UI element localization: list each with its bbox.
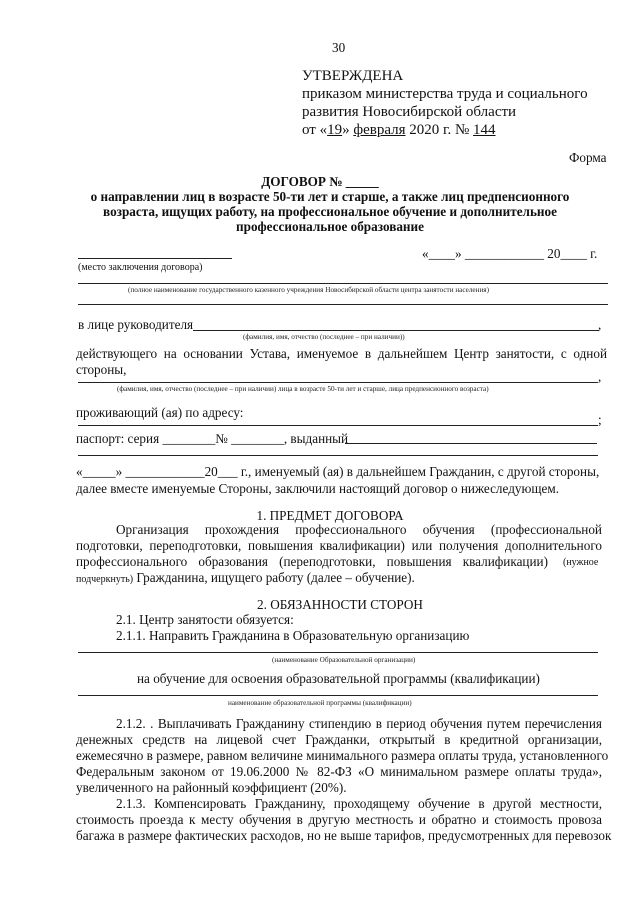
together-line: далее вместе именуемые Стороны, заключили настоящий договор о нижеследующем.: [76, 481, 559, 496]
section-2-heading: 2. ОБЯЗАННОСТИ СТОРОН: [257, 597, 423, 612]
clause-2-1-2-line-2: денежных средств на лицевой счет Гражданки, открытый в кредитной организации,: [76, 732, 602, 747]
center-name-line-2: [78, 304, 608, 305]
clause-2-1-3-line-2: стоимость проезда к месту обучения в другую местность и обратно и стоимость провоза: [76, 812, 602, 827]
clause-2-1: 2.1. Центр занятости обязуется:: [116, 612, 294, 627]
passport-issued-line-2: [78, 455, 598, 456]
head-caption: (фамилия, имя, отчество (последнее – при наличии)): [243, 333, 405, 341]
clause-2-1-3-line-3: багажа в размере фактических расходов, но не выше тарифов, предусмотренных для перевозок: [76, 828, 612, 843]
program-line: [78, 695, 598, 696]
passport-label: паспорт: серия ________№ ________, выданный: [76, 431, 349, 446]
section-1-line-4: подчеркнуть) Гражданина, ищущего работу (далее – обучение).: [76, 570, 415, 585]
issue-date-line: «_____» ____________20___ г., именуемый (ая) в дальнейшем Гражданин, с другой стороны,: [76, 464, 600, 479]
approval-line-2: развития Новосибирской области: [302, 104, 517, 120]
address-label: проживающий (ая) по адресу:: [76, 405, 244, 420]
form-label: Форма: [569, 150, 607, 165]
contract-title: ДОГОВОР № _____: [261, 174, 379, 189]
place-caption: (место заключения договора): [78, 262, 203, 273]
clause-2-1-3-line-1: 2.1.3. Компенсировать Гражданину, проходящему обучение в другой местности,: [116, 796, 602, 811]
org-caption: (наименование Образовательной организации): [272, 656, 416, 664]
org-name-line: [78, 652, 598, 653]
section-1-heading: 1. ПРЕДМЕТ ДОГОВОРА: [256, 508, 404, 523]
head-label: в лице руководителя: [78, 317, 194, 332]
citizen-line: [78, 382, 598, 383]
place-line: [78, 258, 232, 259]
approval-title: УТВЕРЖДЕНА: [302, 68, 404, 84]
program-text: на обучение для освоения образовательной программы (квалификации): [137, 671, 540, 686]
contract-subtitle-3: профессиональное образование: [236, 219, 424, 234]
clause-2-1-2-line-4: Федеральным законом от 19.06.2000 № 82-ФЗ «О минимальном размере оплаты труда»,: [76, 764, 602, 779]
program-caption: наименование образовательной программы (квалификации): [228, 699, 412, 707]
passport-issued-line: [345, 443, 597, 444]
contract-date-blank: «____» ____________ 20____ г.: [422, 246, 598, 261]
contract-subtitle-2: возраста, ищущих работу, на профессиональное обучение и дополнительное: [103, 204, 557, 219]
section-1-line-2: подготовки, переподготовки, повышения квалификации) или получения дополнительного: [76, 538, 602, 553]
section-1-line-3: профессионального образования (переподготовки, повышения квалификации): [76, 554, 548, 569]
clause-2-1-2-line-3: ежемесячно в размере, равном величине минимального размера оплаты труда, установленного: [76, 748, 609, 763]
section-1-note-a: (нужное: [563, 557, 599, 568]
acting-line-2: стороны,: [76, 362, 127, 377]
approval-date: от «19» февраля 2020 г. № 144: [302, 122, 496, 138]
contract-subtitle-1: о направлении лиц в возрасте 50-ти лет и старше, а также лиц предпенсионного: [90, 189, 570, 204]
approval-line-1: приказом министерства труда и социального: [302, 86, 588, 102]
citizen-caption: (фамилия, имя, отчество (последнее – при наличии) лица в возрасте 50-ти лет и старше, лица предпенсионного возраста): [117, 385, 489, 393]
section-1-line-1: Организация прохождения профессионального обучения (профессиональной: [116, 522, 602, 537]
page-number: 30: [332, 40, 346, 55]
clause-2-1-1: 2.1.1. Направить Гражданина в Образовательную организацию: [116, 628, 470, 643]
address-line: [78, 425, 598, 426]
acting-line-1: действующего на основании Устава, именуемое в дальнейшем Центр занятости, с одной: [76, 346, 607, 361]
head-line: [193, 330, 599, 331]
clause-2-1-2-line-5: увеличенного на районный коэффициент (20%).: [76, 780, 347, 795]
center-name-line: [78, 283, 608, 284]
center-caption: (полное наименование государственного казенного учреждения Новосибирской области центра занятости населения): [128, 286, 490, 294]
clause-2-1-2-line-1: 2.1.2. . Выплачивать Гражданину стипендию в период обучения путем перечисления: [116, 716, 602, 731]
